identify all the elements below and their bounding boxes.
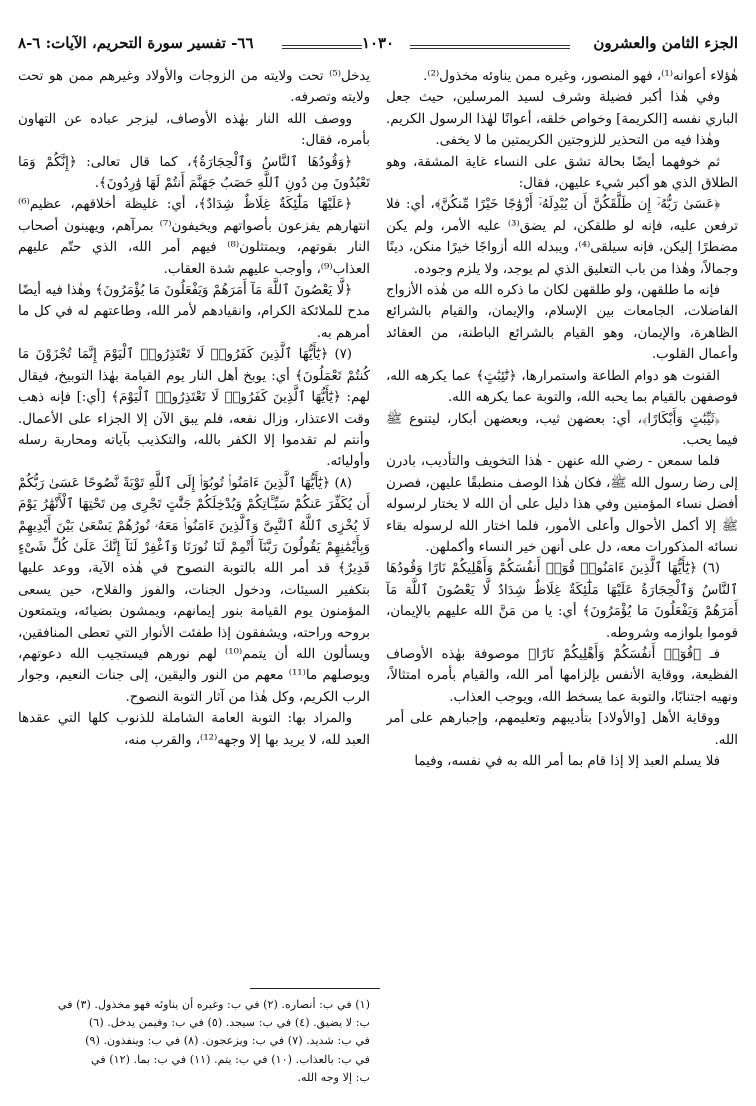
header-rule-left [282,45,362,49]
footnote-separator [250,988,380,989]
paragraph: ﴿عَسَىٰ رَبُّهُۥٓ إِن طَلَّقَكُنَّ أَن يُبْدِلَهُۥٓ أَزْوَٰجًا خَيْرًا مِّنكُنَّ﴾، أي: فلا ترفعن عليه، فإنه لو طلقكن، لم يضق⁽³⁾ عليه الأمر، ولم يكن مضطرًا إليكن، فإنه سيلقى⁽⁴⁾، ويبدله الله أزواجًا خيرًا منكن، دينًا وجمالاً، وهٰذا من باب التعليق الذي لم يوجد، ولا يلزم وجوده. [386,197,738,277]
paragraph: فإنه ما طلقهن، ولو طلقهن لكان ما ذكره الله من هٰذه الأزواج الفاضلات، الجامعات بين الإسلام، والإيمان، والقيام بالشرائع الظاهرة، والإيمان، وهو القيام بالشرائع الباطنة، من العقائد وأعمال القلوب. [386,283,738,363]
header-rule-right [410,45,570,49]
running-header [18,34,738,56]
left-column [18,66,370,886]
paragraph: يدخل⁽⁵⁾ تحت ولايته من الزوجات والأولاد وغيرهم ممن هو تحت ولايته وتصرفه. [18,69,370,106]
paragraph: فـ ﴿قُوٓا۟ أَنفُسَكُمْ وَأَهْلِيكُمْ نَارًا﴾ موصوفة بهٰذه الأوصاف الفظيعة، ووقاية الأنفس بإلزامها أمر الله، والقيام بأمره امتثالاً، ونهيه اجتنابًا، والتوبة عما يسخط الله، ويوجب العذاب. [386,646,738,705]
paragraph: ﴿لَّا يَعْصُونَ ٱللَّهَ مَآ أَمَرَهُمْ وَيَفْعَلُونَ مَا يُؤْمَرُونَ﴾ وهٰذا فيه أيضًا مدح للملائكة الكرام، وانقيادهم لأمر الله، وطاعتهم له في كل ما أمرهم به. [18,283,370,341]
paragraph: وهٰذا فيه من التحذير للزوجتين الكريمتين ما لا يخفى. [435,133,720,149]
paragraph: (٦) ﴿يَٰٓأَيُّهَا ٱلَّذِينَ ءَامَنُوا۟ قُوٓا۟ أَنفُسَكُمْ وَأَهْلِيكُمْ نَارًا وَقُودُهَا ٱلنَّاسُ وَٱلْحِجَارَةُ عَلَيْهَا مَلَٰٓئِكَةٌ غِلَاظٌ شِدَادٌ لَّا يَعْصُونَ ٱللَّهَ مَآ أَمَرَهُمْ وَيَفْعَلُونَ مَا يُؤْمَرُونَ﴾ أي: يا من مَنَّ الله عليهم بالإيمان، قوموا بلوازمه وشروطه. [386,561,738,641]
footnote-line: في ب: بالعذاب. (١٠) في ب: يتم. (١١) في ب: بما. (١٢) في [91,1052,370,1066]
footnote-line: في ب: شديد. (٧) في ب: ويزعجون. (٨) في ب: وينفذون. (٩) [85,1034,370,1048]
header-surah-title: ٦٦- تفسير سورة التحريم، الآيات: ٦-٨ [18,34,254,52]
paragraph: (٧) ﴿يَٰٓأَيُّهَا ٱلَّذِينَ كَفَرُوا۟ لَا تَعْتَذِرُوا۟ ٱلْيَوْمَ إِنَّمَا تُجْزَوْنَ مَا كُنتُمْ تَعْمَلُونَ﴾ أي: يوبخ أهل النار يوم القيامة بهٰذا التوبيخ، فيقال لهم: ﴿يَٰٓأَيُّهَا ٱلَّذِينَ كَفَرُوا۟ لَا تَعْتَذِرُوا۟ ٱلْيَوْمَ﴾ [أي:] فإنه ذهب وقت الاعتذار، وزال نفعه، فلم يبق الآن إلا الجزاء على الأعمال. وأنتم لم تقدموا إلا الكفر بالله، والتكذيب بآياته ومحاربة رسله وأوليائه. [18,347,370,470]
paragraph: ووصف الله النار بهٰذه الأوصاف، ليزجر عباده عن التهاون بأمره، فقال: [18,111,370,149]
paragraph: هٰؤلاء أعوانه⁽¹⁾، فهو المنصور، وغيره ممن يناوئه مخذول⁽²⁾. [423,69,738,84]
paragraph: فلا يسلم العبد إلا إذا قام بما أمر الله به في نفسه، وفيما [414,754,720,769]
footnote-line: ب: إلا وجه الله. [297,1070,370,1084]
header-part-title: الجزء الثامن والعشرون [593,34,738,52]
right-column [386,66,738,1100]
footnotes [18,996,370,1087]
paragraph: (٨) ﴿يَٰٓأَيُّهَا ٱلَّذِينَ ءَامَنُوا۟ تُوبُوٓا۟ إِلَى ٱللَّهِ تَوْبَةً نَّصُوحًا عَسَىٰ رَبُّكُمْ أَن يُكَفِّرَ عَنكُمْ سَيِّـَٔاتِكُمْ وَيُدْخِلَكُمْ جَنَّٰتٍ تَجْرِى مِن تَحْتِهَا ٱلْأَنْهَٰرُ يَوْمَ لَا يُخْزِى ٱللَّهُ ٱلنَّبِىَّ وَٱلَّذِينَ ءَامَنُوا۟ مَعَهُۥ نُورُهُمْ يَسْعَىٰ بَيْنَ أَيْدِيهِمْ وَبِأَيْمَٰنِهِمْ يَقُولُونَ رَبَّنَآ أَتْمِمْ لَنَا نُورَنَا وَٱغْفِرْ لَنَآ إِنَّكَ عَلَىٰ كُلِّ شَىْءٍ قَدِيرٌ﴾ قد أمر الله بالتوبة النصوح في هٰذه الآية، ووعد عليها بتكفير السيئات، ودخول الجنات، والفوز والفلاح، حين يسعى المؤمنون يوم القيامة بنور إيمانهم، ويمشون بضيائه، ويتمتعون بروحه وراحته، ويشفقون إذا طفئت الأنوار التي تعطى المنافقين، ويسألون الله أن يتمم⁽¹⁰⁾ لهم نورهم فيستجيب الله دعوتهم، ويوصلهم ما⁽¹¹⁾ معهم من النور واليقين، إلى جنات النعيم، وجوار الرب الكريم، وكل هٰذا من آثار التوبة النصوح. [18,475,370,705]
paragraph: القنوت هو دوام الطاعة واستمرارها، ﴿تَٰٓئِبَٰتٍ﴾ عما يكرهه الله، فوصفهن بالقيام بما يحبه الله، والتوبة عما يكرهه الله. [386,368,738,406]
page-number: ١٠٣٠ [361,34,395,52]
paragraph: وفي هٰذا أكبر فضيلة وشرف لسيد المرسلين، حيث جعل الباري نفسه [الكريمة] وخواص خلقه، أعوانًا لهٰذا الرسول الكريم. [386,90,738,127]
footnote-line: (١) في ب: أنصاره. (٢) في ب: وغيره أن يناوئه فهو مخذول. (٣) في [57,998,370,1011]
paragraph: ﴿ثَيِّبَٰتٍ وَأَبْكَارًا﴾، أي: بعضهن ثيب، وبعضهن أبكار، ليتنوع ﷺ فيما يحب. [386,411,738,448]
paragraph: فلما سمعن - رضي الله عنهن - هٰذا التخويف والتأديب، بادرن إلى رضا رسول الله ﷺ، فكان هٰذا الوصف منطبقًا عليهن، فصرن أفضل نساء المؤمنين وفي هذا دليل على أن الله لا يختار لرسوله ﷺ إلا أكمل الأحوال وأعلى الأمور، فلما اختار الله لرسوله بقاء نسائه المذكورات معه، دل على أنهن خير النساء وأكملهن. [386,454,738,555]
footnote-line: ب: لا يضيق. (٤) في ب: سيجد. (٥) في ب: وفيمن يدخل. (٦) [88,1016,370,1030]
paragraph: ﴿وَقُودُهَا ٱلنَّاسُ وَٱلْحِجَارَةُ﴾، كما قال تعالى: ﴿إِنَّكُمْ وَمَا تَعْبُدُونَ مِن دُونِ ٱللَّهِ حَصَبُ جَهَنَّمَ أَنتُمْ لَهَا وَٰرِدُونَ﴾. [18,154,370,192]
paragraph: ﴿عَلَيْهَا مَلَٰٓئِكَةٌ غِلَاظٌ شِدَادٌ﴾، أي: غليظة أخلاقهم، عظيم⁽⁶⁾ انتهارهم يفزعون بأصواتهم ويخيفون⁽⁷⁾ بمرآهم، ويهينون أصحاب النار بقوتهم، ويمتثلون⁽⁸⁾ فيهم أمر الله، الذي حتّم عليهم العذاب⁽⁹⁾، وأوجب عليهم شدة العقاب. [18,197,370,277]
paragraph: ثم خوفهما أيضًا بحالة تشق على النساء غاية المشقة، وهو الطلاق الذي هو أكبر شيء عليهن، فقال: [386,154,738,192]
paragraph: ووقاية الأهل [والأولاد] بتأديبهم وتعليمهم، وإجبارهم على أمر الله. [386,711,738,748]
paragraph: والمراد بها: التوبة العامة الشاملة للذنوب كلها التي عقدها العبد لله، لا يريد بها إلا وجهه⁽¹²⁾، والقرب منه، [18,711,370,748]
